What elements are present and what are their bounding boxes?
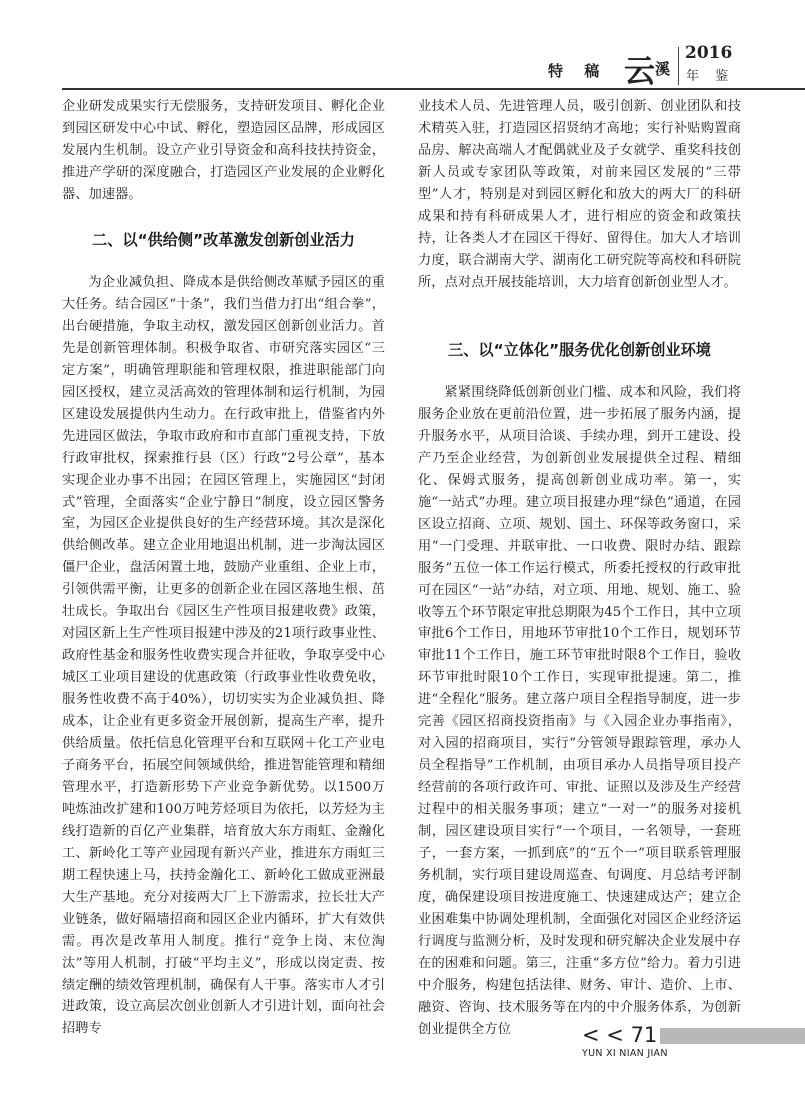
brand-character-xi: 溪 [655, 60, 671, 78]
page-header [0, 0, 805, 92]
left-paragraph-continued: 企业研发成果实行无偿服务，支持研发项目、孵化企业到园区研发中心中试、孵化，塑造园区品牌，形成园区发展内生机制。设立产业引导资金和高科技扶持资金，推进产学研的深度融合，打造园区产业发展的企业孵化器、加速器。 [62, 99, 385, 202]
page-number: 71 [630, 1023, 658, 1047]
brand-character-yun: 云 [624, 54, 655, 90]
page-arrows: < < [582, 1023, 624, 1047]
left-paragraph-2: 为企业减负担、降成本是供给侧改革赋予园区的重大任务。结合园区“十条”，我们当借力打出“组合拳”，出台硬措施，争取主动权，激发园区创新创业活力。首先是创新管理体制。积极争取省、市研究落实园区“三定方案”，明确管理职能和管理权限，推进职能部门向园区授权，建立灵活高效的管理体制和运行机制，为园区建设发展提供内生动力。在行政审批上，借鉴省内外先进园区做法，争取市政府和市直部门重视支持，下放行政审批权，探索推行县（区）行政“2号公章”，基本实现企业办事不出园；在园区管理上，实施园区“封闭式”管理，全面落实“企业宁静日”制度，设立园区警务室，为园区企业提供良好的生产经营环境。其次是深化供给侧改革。建立企业用地退出机制，进一步淘汰园区僵尸企业，盘活闲置土地，鼓励产业重组、企业上市，引领供需平衡，让更多的创新企业在园区落地生根、茁壮成长。争取出台《园区生产性项目报建收费》政策，对园区新上生产性项目报建中涉及的21项行政事业性、政府性基金和服务性收费实现合并征收，争取享受中心城区工业项目建设的优惠政策（行政事业性收费免收，服务性收费不高于40%），切切实实为企业减负担、降成本，让企业有更多资金开展创新，提高生产率，提升供给质量。依托信息化管理平台和互联网＋化工产业电子商务平台，拓展空间领域供给，推进智能管理和精细管理水平，打造新形势下产业竞争新优势。以1500万吨炼油改扩建和100万吨芳烃项目为依托，以芳烃为主线打造新的百亿产业集群，培育放大东方雨虹、金瀚化工、新岭化工等产业园现有新兴产业，推进东方雨虹三期工程快速上马，扶持金瀚化工、新岭化工做成亚洲最大生产基地。充分对接两大厂上下游需求，拉长壮大产业链条，做好隔墙招商和园区企业内循环，扩大有效供需。再次是改革用人制度。推行“竞争上岗、末位淘汰”等用人机制，打破“平均主义”，形成以岗定责、按绩定酬的绩效管理机制，确保有人干事。落实市人才引进政策，设立高层次创业创新人才引进计划，面向社会招聘专 [62, 275, 385, 1037]
right-paragraph-3: 紧紧围绕降低创新创业门槛、成本和风险，我们将服务企业放在更前沿位置，进一步拓展了服务内涵，提升服务水平，从项目洽谈、手续办理，到开工建设、投产乃至企业经营，为创新创业发展提供全过程、精细化、保姆式服务，提高创新创业成功率。第一，实施“一站式”办理。建立项目报建办理“绿色”通道，在园区设立招商、立项、规划、国土、环保等政务窗口，采用“一门受理、并联审批、一口收费、限时办结、跟踪服务”五位一体工作运行模式，所委托授权的行政审批可在园区“一站”办结，对立项、用地、规划、施工、验收等五个环节限定审批总期限为45个工作日，其中立项审批6个工作日，用地环节审批10个工作日，规划环节审批11个工作日，施工环节审批时限8个工作日，验收环节审批时限10个工作日，实现审批提速。第二，推进“全程化”服务。建立落户项目全程指导制度，进一步完善《园区招商投资指南》与《入园企业办事指南》，对入园的招商项目，实行“分管领导跟踪管理，承办人员全程指导”工作机制，由项目承办人员指导项目投产经营前的各项行政许可、审批、证照以及涉及生产经营过程中的相关服务事项；建立“一对一”的服务对接机制，园区建设项目实行“一个项目，一名领导，一套班子，一套方案，一抓到底”的“五个一”项目联系管理服务机制，实行项目建设周巡查、旬调度、月总结考评制度，确保建设项目按进度施工、快速建成达产；建立企业困难集中协调处理机制，全面强化对园区企业经济运行调度与监测分析，及时发现和研究解决企业发展中存在的困难和问题。第三，注重“多方位”给力。着力引进中介服务，构建包括法律、财务、审计、造价、上市、融资、咨询、技术服务等在内的中介服务体系，为创新创业提供全方位 [418, 385, 741, 1037]
section-label: 特 稿 [548, 62, 608, 80]
left-heading-wrap [62, 206, 385, 272]
right-paragraph-continued: 业技术人员、先进管理人员，吸引创新、创业团队和技术精英入驻，打造园区招贤纳才高地；实行补贴购置商品房、解决高端人才配偶就业及子女就学、重奖科技创新人员或专家团队等政策，对前来园区发展的“三带型”人才，特别是对到园区孵化和放大的两大厂的科研成果和持有科研成果人才，进行相应的资金和政策扶持，让各类人才在园区干得好、留得住。加大人才培训力度，联合湖南大学、湖南化工研究院等高校和科研院所，点对点开展技能培训，大力培育创新创业型人才。 [418, 99, 741, 290]
right-column [418, 96, 741, 1041]
header-nianjian: 年 鉴 [686, 69, 735, 84]
header-rule [62, 88, 805, 90]
header-divider [678, 47, 679, 85]
section-heading-2: 二、以“供给侧”改革激发创新创业活力 [92, 230, 355, 249]
section-heading-3: 三、以“立体化”服务优化创新创业环境 [448, 340, 711, 359]
footer-pinyin: YUN XI NIAN JIAN [582, 1048, 668, 1059]
page-number-block [582, 1023, 657, 1047]
footer-bar [660, 1028, 805, 1044]
left-column [62, 96, 385, 1040]
right-heading-wrap [418, 316, 741, 382]
header-year: 2016 [685, 43, 733, 63]
